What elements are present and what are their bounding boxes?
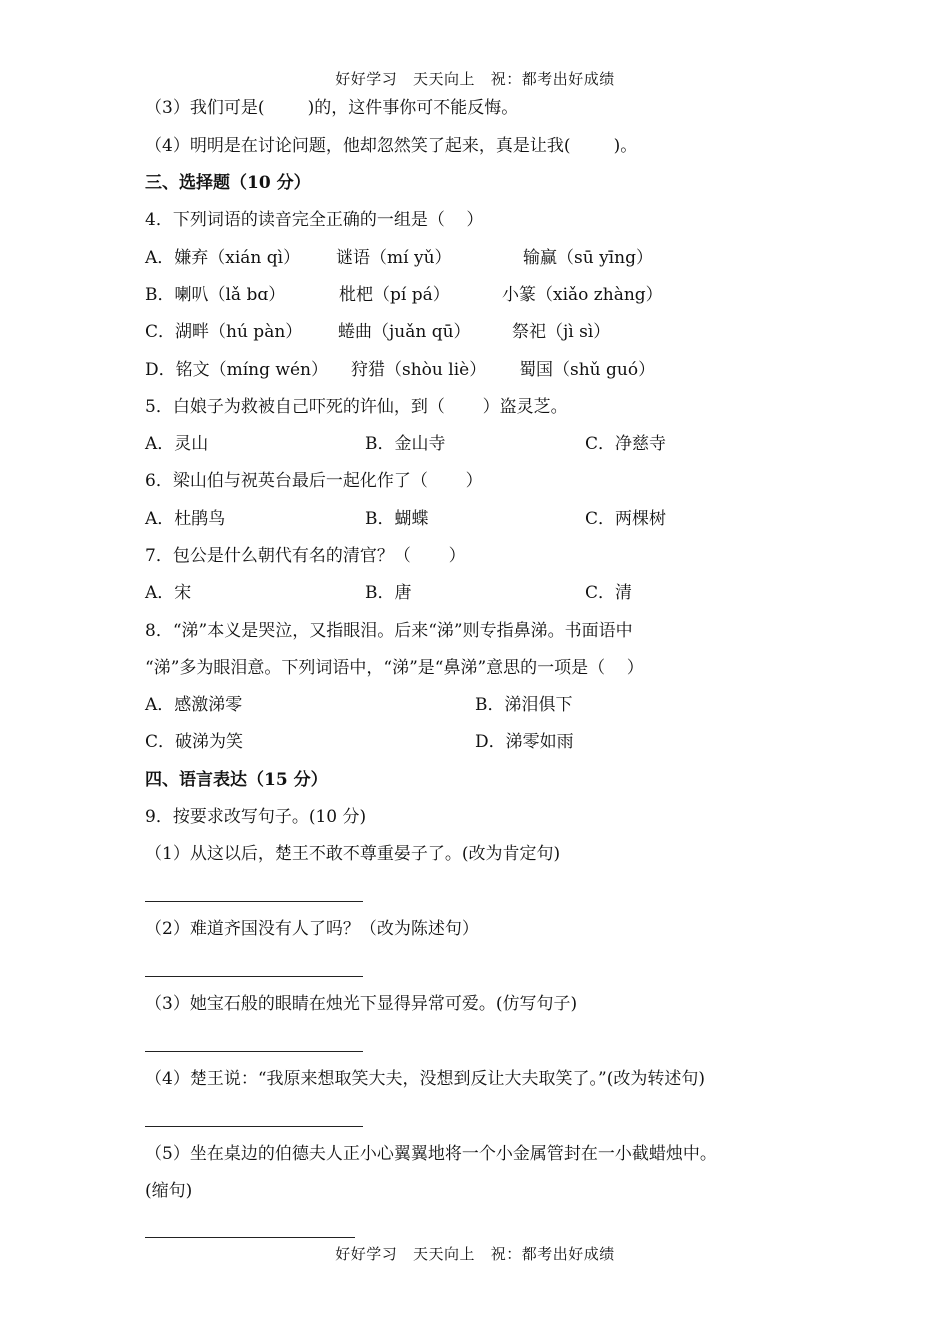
question-8-stem-line1: 8．“涕”本义是哭泣，又指眼泪。后来“涕”则专指鼻涕。书面语中 [145, 621, 633, 641]
q4-option-b-word3: 小篆（xiǎo zhàng） [502, 285, 663, 305]
q4-option-a-word2: 谜语（mí yǔ） [336, 248, 452, 268]
q4-option-a-word1: A．嫌弃（xián qì） [145, 248, 301, 268]
q6-option-c: C．两棵树 [585, 509, 667, 529]
q4-option-c-word1: C．湖畔（hú pàn） [145, 322, 303, 342]
section-title-choice: 三、选择题（10 分） [145, 173, 311, 193]
q9-item-5-continuation: (缩句) [145, 1181, 193, 1201]
q9-item-3: （3）她宝石般的眼睛在烛光下显得异常可爱。(仿写句子) [145, 994, 578, 1014]
q4-option-b-word1: B．喇叭（lǎ bɑ） [145, 285, 286, 305]
section-title-expression: 四、语言表达（15 分） [145, 770, 328, 790]
question-6-stem: 6．梁山伯与祝英台最后一起化作了（ ） [145, 471, 483, 491]
q8-option-a: A．感激涕零 [145, 695, 243, 715]
answer-line-3[interactable] [145, 1051, 363, 1052]
q4-option-c-word2: 蜷曲（juǎn qū） [338, 322, 471, 342]
question-5-stem: 5．白娘子为救被自己吓死的许仙，到（ ）盗灵芝。 [145, 397, 568, 417]
q6-option-a: A．杜鹃鸟 [145, 509, 226, 529]
page-header: 好好学习 天天向上 祝：都考出好成绩 [335, 70, 615, 88]
answer-line-4[interactable] [145, 1126, 363, 1127]
q7-option-b: B．唐 [365, 583, 412, 603]
q9-item-4: （4）楚王说：“我原来想取笑大夫，没想到反让大夫取笑了。”(改为转述句) [145, 1069, 705, 1089]
q6-option-b: B．蝴蝶 [365, 509, 429, 529]
q7-option-a: A．宋 [145, 583, 192, 603]
q4-option-b-word2: 枇杷（pí pá） [339, 285, 450, 305]
q4-option-d-word3: 蜀国（shǔ guó） [519, 360, 656, 380]
q8-option-d: D．涕零如雨 [475, 732, 574, 752]
question-8-stem-line2: “涕”多为眼泪意。下列词语中，“涕”是“鼻涕”意思的一项是（ ） [145, 658, 644, 678]
page-footer: 好好学习 天天向上 祝：都考出好成绩 [335, 1245, 615, 1263]
q4-option-c-word3: 祭祀（jì sì） [512, 322, 611, 342]
q8-option-b: B．涕泪俱下 [475, 695, 573, 715]
q4-option-d-word1: D．铭文（míng wén） [145, 360, 328, 380]
q8-option-c: C．破涕为笑 [145, 732, 244, 752]
q9-item-1: （1）从这以后，楚王不敢不尊重晏子了。(改为肯定句) [145, 844, 561, 864]
answer-line-5[interactable] [145, 1237, 355, 1238]
q7-option-c: C．清 [585, 583, 633, 603]
q9-item-5: （5）坐在桌边的伯德夫人正小心翼翼地将一个小金属管封在一小截蜡烛中。 [145, 1144, 717, 1164]
question-7-stem: 7．包公是什么朝代有名的清官？（ ） [145, 546, 466, 566]
fill-blank-item-3: （3）我们可是( )的，这件事你可不能反悔。 [145, 98, 519, 118]
answer-line-1[interactable] [145, 901, 363, 902]
fill-blank-item-4: （4）明明是在讨论问题，他却忽然笑了起来，真是让我( )。 [145, 136, 638, 156]
q5-option-b: B．金山寺 [365, 434, 446, 454]
q4-option-d-word2: 狩猎（shòu liè） [351, 360, 487, 380]
answer-line-2[interactable] [145, 976, 363, 977]
question-4-stem: 4．下列词语的读音完全正确的一组是（ ） [145, 210, 484, 230]
q5-option-a: A．灵山 [145, 434, 209, 454]
question-9-stem: 9．按要求改写句子。(10 分) [145, 807, 367, 827]
q9-item-2: （2）难道齐国没有人了吗？（改为陈述句） [145, 919, 479, 939]
q4-option-a-word3: 输赢（sū yīng） [523, 248, 653, 268]
q5-option-c: C．净慈寺 [585, 434, 667, 454]
